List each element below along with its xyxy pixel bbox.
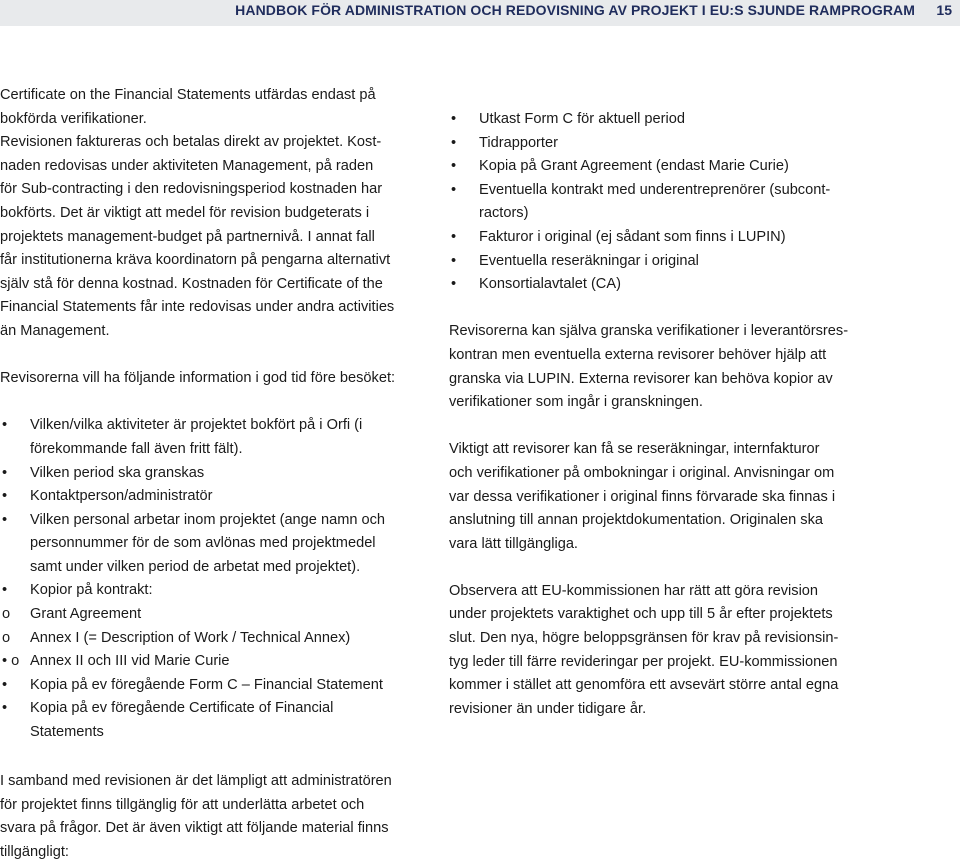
bullet-marker: • o	[2, 653, 20, 670]
list-item	[449, 273, 879, 297]
list-item	[0, 650, 430, 674]
page-number: 15	[936, 2, 952, 18]
right-column	[449, 108, 879, 721]
text-line: revisioner än under tidigare år.	[449, 700, 647, 717]
bullet-marker: •	[2, 582, 8, 599]
text-line: Financial Statements får inte redovisas under andra activities	[0, 299, 395, 316]
left-column	[0, 84, 430, 745]
bullet-marker: •	[2, 676, 8, 693]
list-item	[449, 179, 879, 226]
list-item-text: Tidrapporter	[479, 134, 558, 151]
list-item	[449, 132, 879, 156]
list-item-text: Annex I (= Description of Work / Technical Annex)	[30, 629, 351, 646]
text-line: tyg leder till färre revideringar per projekt. EU-kommissionen	[449, 653, 838, 670]
list-item	[0, 462, 430, 486]
page-header	[0, 0, 960, 26]
text-line: under projektets varaktighet och upp till 5 år efter projektets	[449, 606, 833, 623]
list-item	[449, 108, 879, 132]
text-line: anslutning till annan projektdokumentation. Originalen ska	[449, 512, 823, 529]
list-item	[449, 155, 879, 179]
text-line: Revisionen faktureras och betalas direkt av projektet. Kost-	[0, 134, 382, 151]
text-line: projektets management-budget på partnernivå. I annat fall	[0, 228, 375, 245]
list-item-text: Kopior på kontrakt:	[30, 582, 153, 599]
list-item-text: Vilken/vilka aktiviteter är projektet bokfört på i Orfi (i	[30, 417, 363, 434]
bullet-marker: •	[2, 700, 8, 717]
list-item-text: Konsortialavtalet (CA)	[479, 276, 621, 293]
list-item-text: samt under vilken period de arbetat med projektet).	[30, 558, 361, 575]
bullet-marker: •	[451, 134, 457, 151]
text-line: slut. Den nya, högre beloppsgränsen för krav på revisionsin-	[449, 630, 839, 647]
text-line: var dessa verifikationer i original finns förvarade ska finnas i	[449, 488, 836, 505]
text-line: kommer i stället att genomföra ett avsevärt större antal egna	[449, 677, 839, 694]
list-item-text: Fakturor i original (ej sådant som finns i LUPIN)	[479, 228, 786, 245]
list-item-text: Annex II och III vid Marie Curie	[30, 653, 230, 670]
paragraph-eu-commission	[449, 580, 879, 722]
bullet-marker: •	[451, 228, 457, 245]
text-line: naden redovisas under aktiviteten Management, på raden	[0, 157, 374, 174]
text-line: bokförda verifikationer.	[0, 110, 147, 127]
list-item-text: ractors)	[479, 205, 529, 222]
list-item	[0, 603, 430, 627]
text-line: svara på frågor. Det är även viktigt att följande material finns	[0, 820, 389, 837]
list-item-text: Kopia på ev föregående Form C – Financial Statement	[30, 676, 383, 693]
list-item-text: personnummer för de som avlönas med projektmedel	[30, 535, 376, 552]
bullet-marker: •	[2, 464, 8, 481]
bullet-marker: o	[2, 606, 11, 623]
bullet-marker: •	[451, 181, 457, 198]
list-item-text: Statements	[30, 724, 104, 741]
text-line: Certificate on the Financial Statements utfärdas endast på	[0, 87, 376, 103]
text-line: kontran men eventuella externa revisorer behöver hjälp att	[449, 346, 827, 363]
text-line: Viktigt att revisorer kan få se reseräkningar, internfakturor	[449, 441, 820, 458]
list-item-text: Utkast Form C för aktuell period	[479, 111, 686, 127]
text-line: för Sub-contracting i den redovisningsperiod kostnaden har	[0, 181, 383, 198]
required-material-list	[449, 108, 879, 297]
list-item-text: Kopia på Grant Agreement (endast Marie Curie)	[479, 158, 789, 175]
text-line: verifikationer som ingår i granskningen.	[449, 394, 703, 411]
list-item-text: förekommande fall även fritt fält).	[30, 440, 243, 457]
text-line: själv stå för denna kostnad. Kostnaden för Certificate of the	[0, 275, 383, 292]
bullet-marker: •	[451, 111, 457, 127]
paragraph-originals	[449, 438, 879, 556]
text-line: vara lätt tillgängliga.	[449, 535, 578, 552]
list-item-text: Vilken period ska granskas	[30, 464, 205, 481]
list-item	[0, 414, 430, 461]
text-line: får institutionerna kräva koordinatorn på pengarna alternativt	[0, 252, 391, 269]
text-line: tillgängligt:	[0, 843, 69, 860]
text-line: Observera att EU-kommissionen har rätt att göra revision	[449, 582, 819, 599]
bullet-marker: o	[2, 629, 11, 646]
paragraph-audit-cost	[0, 84, 430, 344]
list-item	[0, 627, 430, 651]
list-item-text: Eventuella reseräkningar i original	[479, 252, 699, 269]
text-line: och verifikationer på ombokningar i original. Anvisningar om	[449, 464, 835, 481]
bottom-paragraph	[0, 770, 430, 864]
list-item	[0, 697, 430, 744]
list-item-text: Kopia på ev föregående Certificate of Financial	[30, 700, 334, 717]
text-line: bokförts. Det är viktigt att medel för revision budgeterats i	[0, 204, 370, 221]
list-item	[0, 509, 430, 580]
required-info-list	[0, 414, 430, 744]
list-item-text: Eventuella kontrakt med underentreprenörer (subcont-	[479, 181, 831, 198]
list-item	[449, 226, 879, 250]
list-item-text: Vilken personal arbetar inom projektet (ange namn och	[30, 511, 386, 528]
text-line: än Management.	[0, 322, 110, 339]
paragraph-auditors-lupin	[449, 320, 879, 414]
list-item	[449, 250, 879, 274]
bullet-marker: •	[2, 417, 8, 434]
text-line: granska via LUPIN. Externa revisorer kan behöva kopior av	[449, 370, 833, 387]
bullet-marker: •	[451, 158, 457, 175]
list-item	[0, 579, 430, 603]
bullet-marker: •	[2, 488, 8, 505]
list-item	[0, 674, 430, 698]
paragraph-auditor-info: Revisorerna vill ha följande information i god tid före besöket:	[0, 370, 396, 387]
bullet-marker: •	[2, 511, 8, 528]
list-item-text: Grant Agreement	[30, 606, 142, 623]
header-title: HANDBOK FÖR ADMINISTRATION OCH REDOVISNING AV PROJEKT I EU:S SJUNDE RAMPROGRAM	[235, 2, 915, 18]
text-line: I samband med revisionen är det lämpligt att administratören	[0, 773, 392, 789]
text-line: Revisorerna kan själva granska verifikationer i leverantörsres-	[449, 323, 849, 340]
text-line: för projektet finns tillgänglig för att underlätta arbetet och	[0, 796, 365, 813]
bullet-marker: •	[451, 252, 457, 269]
list-item-text: Kontaktperson/administratör	[30, 488, 213, 505]
bullet-marker: •	[451, 276, 457, 293]
list-item	[0, 485, 430, 509]
